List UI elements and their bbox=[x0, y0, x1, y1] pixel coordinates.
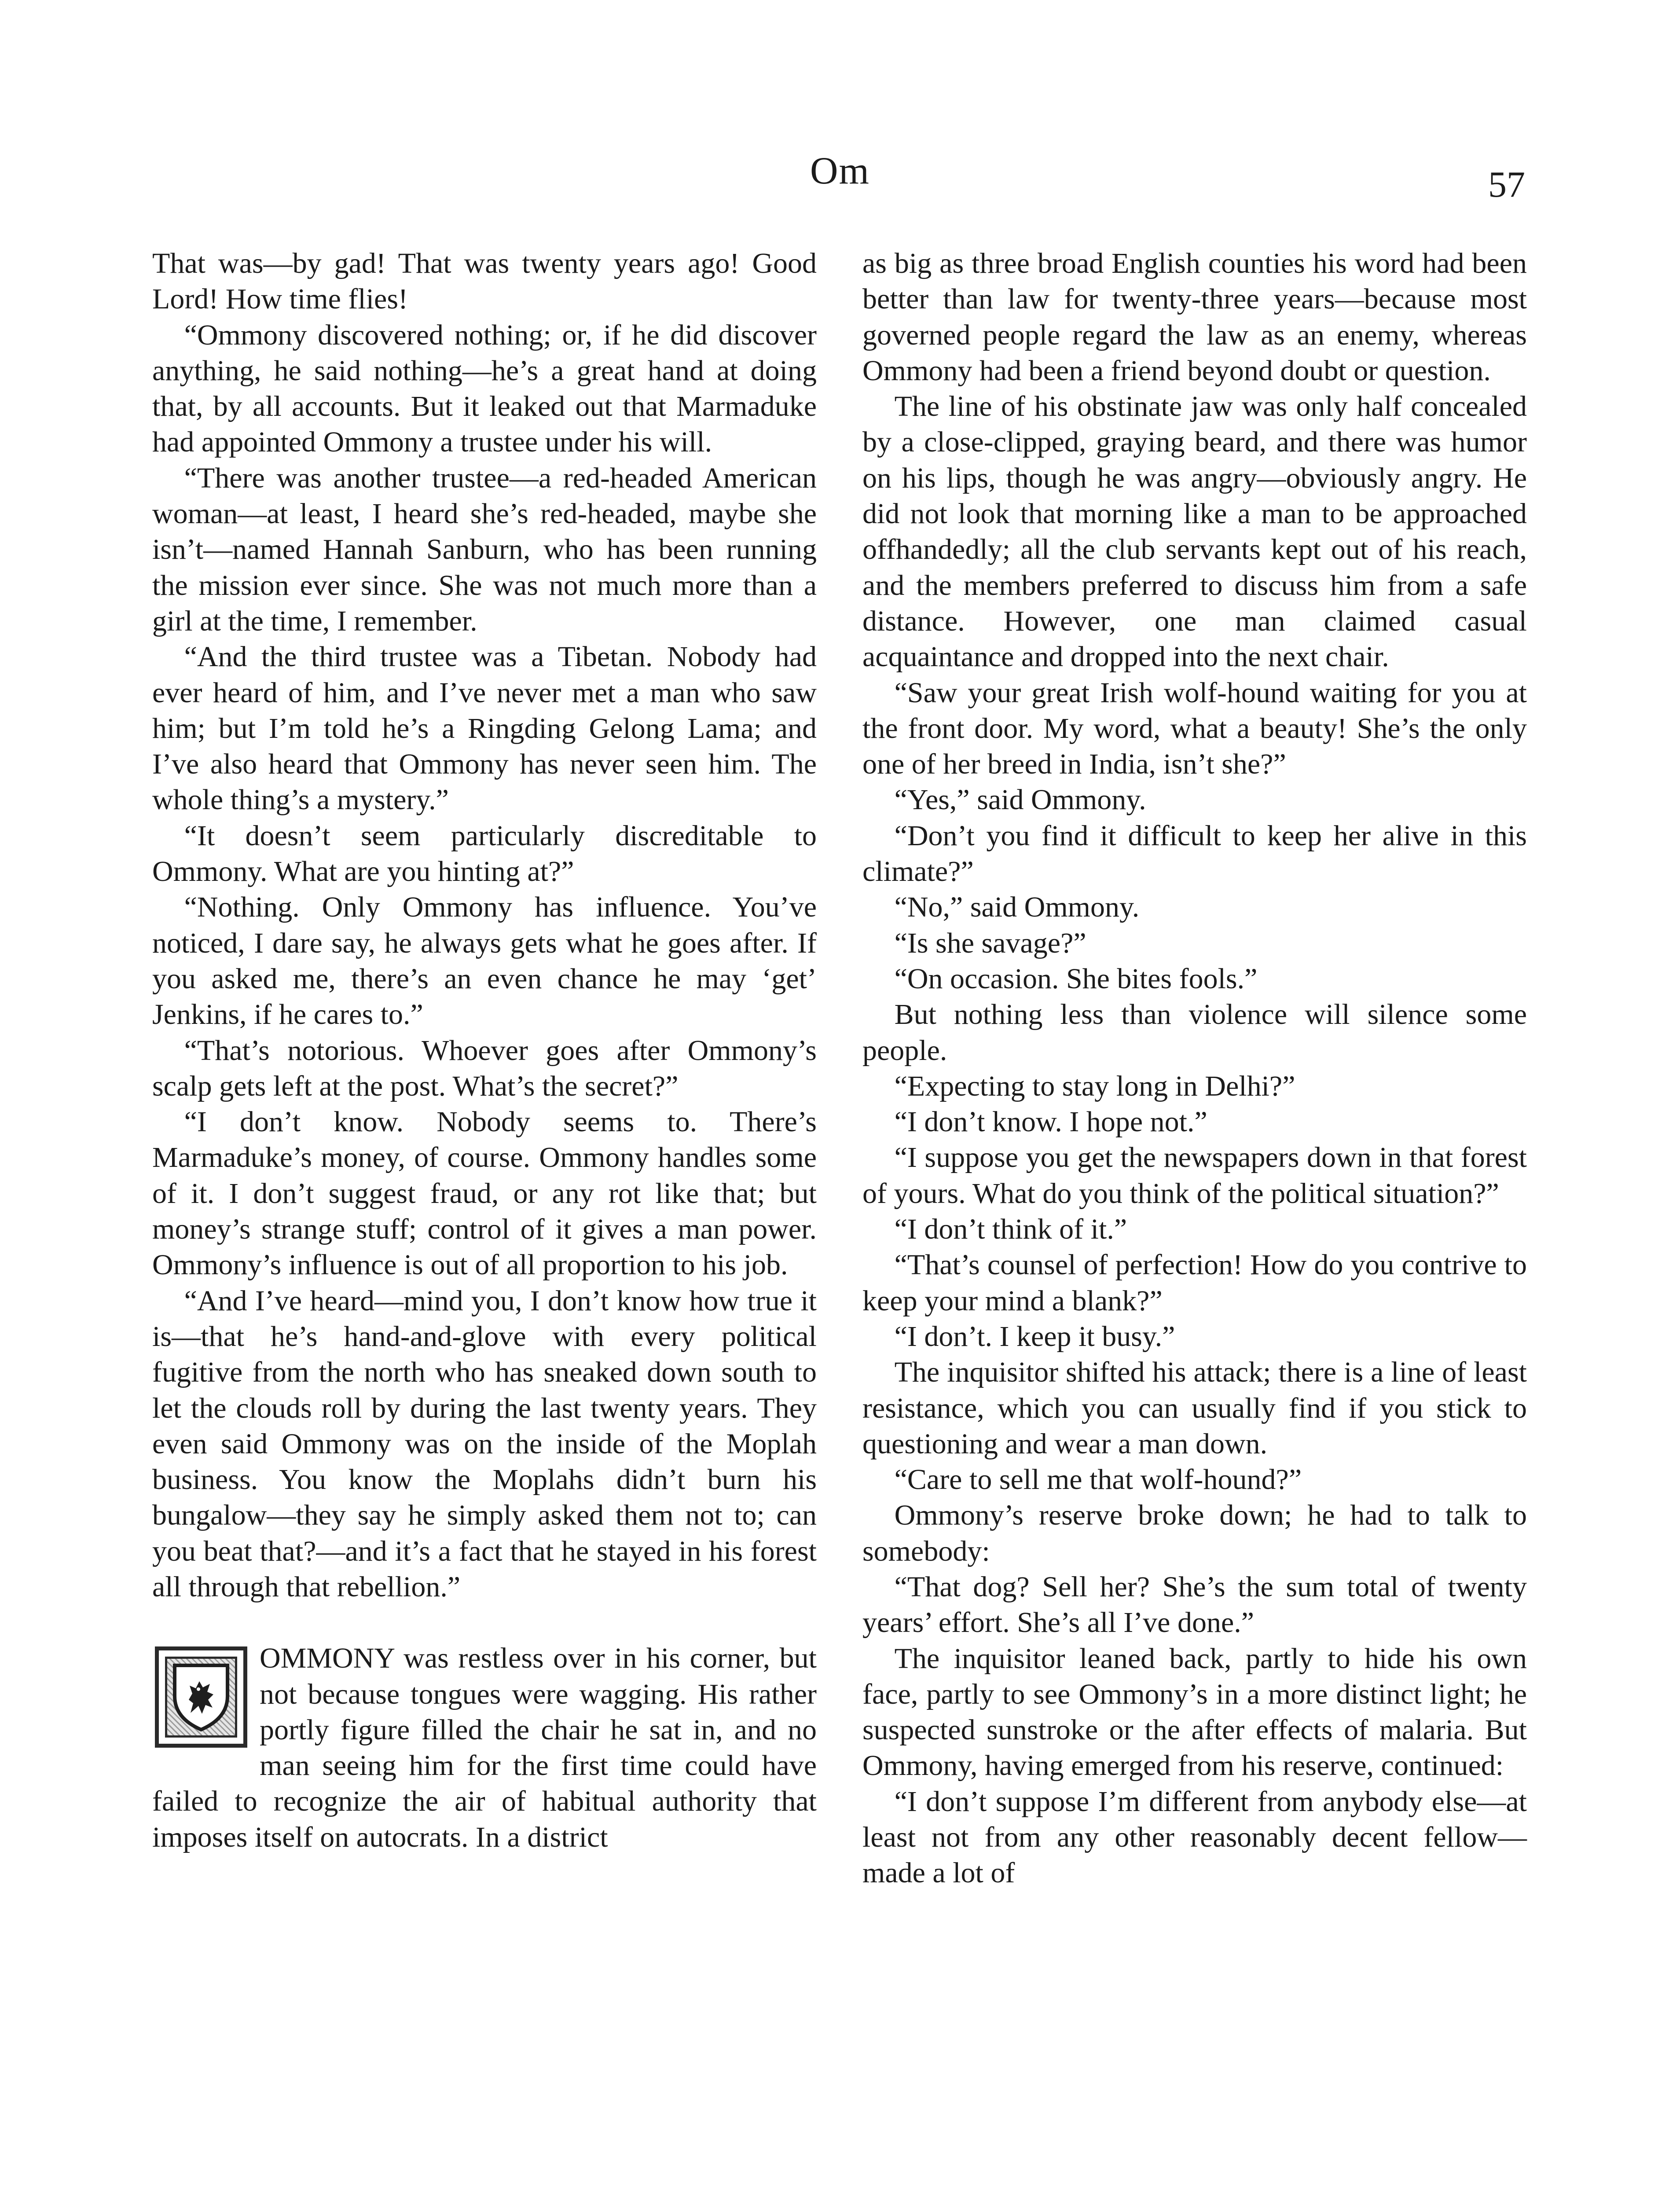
paragraph: “I don’t know. I hope not.” bbox=[894, 1106, 1207, 1138]
paragraph: “Care to sell me that wolf-hound?” bbox=[894, 1463, 1302, 1496]
paragraph: “That’s notorious. Whoever goes after Ommony’s scalp gets left at the post. What’s the secret?” bbox=[152, 1034, 817, 1102]
paragraph: “Don’t you find it difficult to keep her alive in this climate?” bbox=[862, 819, 1527, 888]
paragraph: “I don’t know. Nobody seems to. There’s Marmaduke’s money, of course. Ommony handles some of it. I don’t suggest fraud, or any rot like that; but money’s strange stuff; control of it gives a man power. Ommony’s influence is out of all proportion to his job. bbox=[152, 1106, 817, 1281]
dropcap-frame bbox=[165, 1657, 237, 1738]
paragraph: “I suppose you get the newspapers down in that forest of yours. What do you think of the political situation?” bbox=[862, 1141, 1527, 1210]
paragraph: as big as three broad English counties his word had been better than law for twenty-three years—because most governed people regard the law as an enemy, whereas Ommony had been a friend beyond doubt or question. bbox=[862, 247, 1527, 387]
paragraph: “Is she savage?” bbox=[894, 927, 1086, 959]
paragraph: The inquisitor shifted his attack; there is a line of least resistance, which you can usually find if you stick to questioning and wear a man down. bbox=[862, 1356, 1527, 1460]
paragraph: The inquisitor leaned back, partly to hide his own face, partly to see Ommony’s in a more distinct light; he suspected sunstroke or the after effects of malaria. But Ommony, having emerged from his reserve, continued: bbox=[862, 1642, 1527, 1782]
paragraph: “I don’t. I keep it busy.” bbox=[894, 1320, 1175, 1353]
page-number: 57 bbox=[1488, 164, 1525, 205]
section-break bbox=[152, 1605, 817, 1640]
paragraph: “I don’t think of it.” bbox=[894, 1213, 1127, 1246]
paragraph: “That dog? Sell her? She’s the sum total of twenty years’ effort. She’s all I’ve done.” bbox=[862, 1570, 1527, 1639]
paragraph: “On occasion. She bites fools.” bbox=[894, 962, 1258, 995]
paragraph: “And I’ve heard—mind you, I don’t know how true it is—that he’s hand-and-glove with every political fugitive from the north who has sneaked down south to let the clouds roll by during the last twenty years. They even said Ommony was on the inside of the Moplah business. You know the Moplahs didn’t burn his bungalow—they say he simply asked them not to; can you beat that?—and it’s a fact that he stayed in his forest all through that rebellion.” bbox=[152, 1284, 817, 1603]
paragraph: “Nothing. Only Ommony has influence. You’ve noticed, I dare say, he always gets what he goes after. If you asked me, there’s an even chance he may ‘get’ Jenkins, if he cares to.” bbox=[152, 891, 817, 1031]
paragraph: “Expecting to stay long in Delhi?” bbox=[894, 1070, 1295, 1102]
shield-icon bbox=[170, 1662, 232, 1732]
paragraph: The line of his obstinate jaw was only half concealed by a close-clipped, graying beard, and there was humor on his lips, though he was angry—obviously angry. He did not look that morning like a man to be approached offhandedly; all the club servants kept out of his reach, and the members preferred to discuss him from a safe distance. However, one man claimed casual acquaintance and dropped into the next chair. bbox=[862, 390, 1527, 673]
paragraph: “Ommony discovered nothing; or, if he did discover anything, he said nothing—he’s a great hand at doing that, by all accounts. But it leaked out that Marmaduke had appointed Ommony a trustee under his will. bbox=[152, 319, 817, 458]
right-column bbox=[862, 246, 1527, 1891]
paragraph: But nothing less than violence will silence some people. bbox=[862, 998, 1527, 1067]
section-opening-paragraph: OMMONY was restless over in his corner, but not because tongues were wagging. His rather portly figure filled the chair he sat in, and no man seeing him for the first time could have failed to recognize the air of habitual authority that imposes itself on autocrats. In a district bbox=[152, 1642, 817, 1853]
paragraph: “No,” said Ommony. bbox=[894, 891, 1140, 924]
paragraph: “I don’t suppose I’m different from anybody else—at least not from any other reasonably decent fellow—made a lot of bbox=[862, 1785, 1527, 1889]
paragraph: “And the third trustee was a Tibetan. Nobody had ever heard of him, and I’ve never met a man who saw him; but I’m told he’s a Ringding Gelong Lama; and I’ve also heard that Ommony has never seen him. The whole thing’s a mystery.” bbox=[152, 641, 817, 816]
paragraph: “There was another trustee—a red-headed American woman—at least, I heard she’s red-headed, maybe she isn’t—named Hannah Sanburn, who has been running the mission ever since. She was not much more than a girl at the time, I remember. bbox=[152, 462, 817, 637]
paragraph: “That’s counsel of perfection! How do you contrive to keep your mind a blank?” bbox=[862, 1249, 1527, 1317]
heraldic-lion-shield-icon bbox=[155, 1646, 247, 1748]
paragraph: That was—by gad! That was twenty years ago! Good Lord! How time flies! bbox=[152, 247, 817, 315]
paragraph: “Yes,” said Ommony. bbox=[894, 784, 1146, 816]
paragraph: “Saw your great Irish wolf-hound waiting for you at the front door. My word, what a beauty! She’s the only one of her breed in India, isn’t she?” bbox=[862, 676, 1527, 781]
running-title: Om bbox=[810, 150, 870, 192]
paragraph: “It doesn’t seem particularly discreditable to Ommony. What are you hinting at?” bbox=[152, 819, 817, 888]
paragraph: Ommony’s reserve broke down; he had to talk to somebody: bbox=[862, 1499, 1527, 1567]
left-column bbox=[152, 246, 817, 1855]
